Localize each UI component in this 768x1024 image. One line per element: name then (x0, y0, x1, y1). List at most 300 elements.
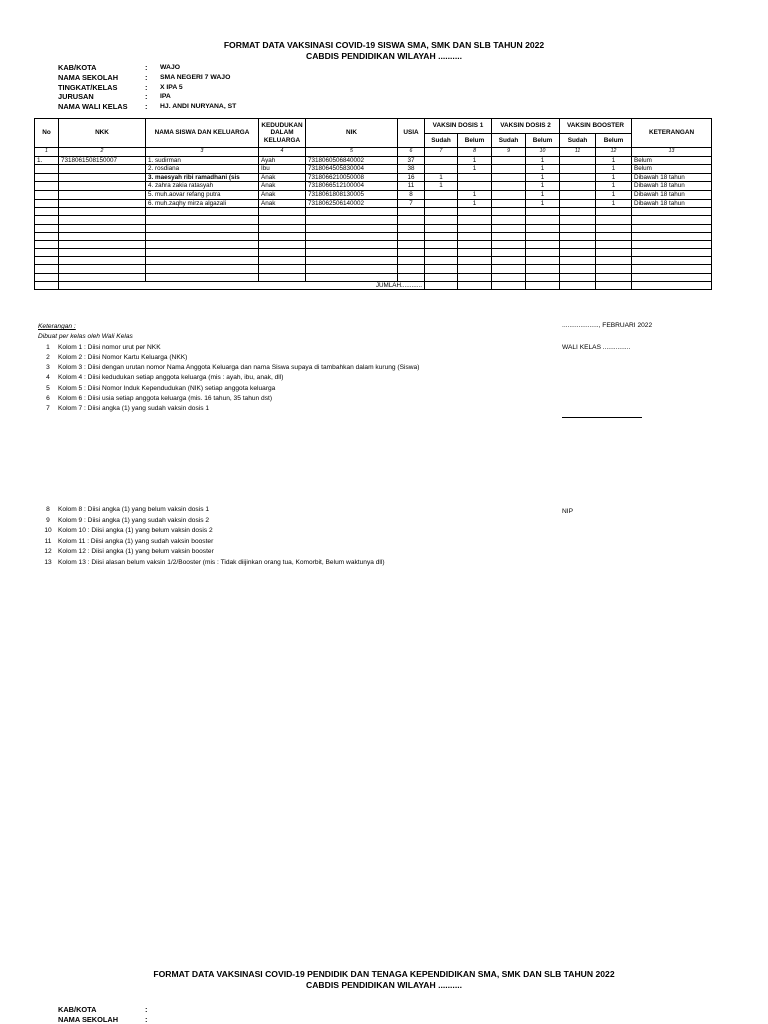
empty-cell (146, 232, 259, 240)
cell-nik: 7318060506840002 (306, 156, 398, 165)
column-number: 12 (596, 148, 632, 157)
cell-nkk (59, 165, 146, 174)
empty-cell (259, 265, 306, 273)
cell-nik: 7318066210050008 (306, 173, 398, 182)
keterangan-item (38, 363, 419, 373)
info-row (58, 1005, 160, 1015)
empty-cell (306, 240, 398, 248)
empty-cell (398, 273, 425, 281)
keterangan-item-text: Kolom 5 : Diisi Nomor Induk Kependudukan (NIK) setiap anggota keluarga (58, 384, 276, 392)
info-row (58, 102, 236, 112)
empty-cell (35, 257, 59, 265)
empty-row (35, 240, 712, 248)
info-row (58, 73, 236, 83)
cell-usia: 16 (398, 173, 425, 182)
empty-row (35, 232, 712, 240)
empty-cell (59, 249, 146, 257)
cell-d2s (492, 165, 526, 174)
empty-cell (596, 224, 632, 232)
keterangan-item (38, 526, 385, 537)
cell-bb: 1 (596, 165, 632, 174)
cell-d1s: 1 (425, 182, 458, 191)
empty-cell (59, 232, 146, 240)
cell-d1s (425, 199, 458, 208)
header-nama: NAMA SISWA DAN KELUARGA (146, 119, 259, 148)
cell-ket: Belum (632, 165, 712, 174)
cell-ket: Dibawah 18 tahun (632, 190, 712, 199)
keterangan-item (38, 537, 385, 548)
empty-cell (526, 249, 560, 257)
empty-cell (526, 281, 560, 290)
empty-cell (458, 224, 492, 232)
empty-cell (492, 232, 526, 240)
info-label: NAMA SEKOLAH (58, 1014, 119, 1024)
cell-bb: 1 (596, 199, 632, 208)
info-colon: : (145, 1014, 148, 1024)
empty-cell (596, 273, 632, 281)
cell-bs (560, 190, 596, 199)
empty-cell (632, 257, 712, 265)
keterangan-item-text: Kolom 10 : Diisi angka (1) yang belum vaksin dosis 2 (58, 527, 213, 535)
document-subtitle: CABDIS PENDIDIKAN WILAYAH .......... (306, 51, 462, 61)
empty-cell (596, 208, 632, 216)
empty-cell (458, 240, 492, 248)
info-colon: : (145, 63, 148, 72)
cell-nkk (59, 190, 146, 199)
cell-usia: 11 (398, 182, 425, 191)
header-sudah: Sudah (492, 134, 526, 148)
empty-cell (560, 240, 596, 248)
empty-cell (259, 249, 306, 257)
empty-cell (632, 232, 712, 240)
column-number: 6 (398, 148, 425, 157)
keterangan-item-number: 7 (46, 405, 50, 413)
empty-cell (560, 224, 596, 232)
cell-kedudukan: Ayah (259, 156, 306, 165)
empty-cell (492, 257, 526, 265)
cell-nama: 1. sudirman (146, 156, 259, 165)
empty-cell (632, 224, 712, 232)
empty-cell (492, 240, 526, 248)
empty-cell (458, 265, 492, 273)
empty-row (35, 249, 712, 257)
header-usia: USIA (398, 119, 425, 148)
empty-cell (425, 232, 458, 240)
empty-cell (458, 208, 492, 216)
header-no: No (35, 119, 59, 148)
cell-d1s (425, 165, 458, 174)
info-label: TINGKAT/KELAS (58, 82, 118, 92)
empty-cell (596, 216, 632, 224)
cell-usia: 8 (398, 190, 425, 199)
info-label: NAMA WALI KELAS (58, 102, 128, 112)
empty-row (35, 224, 712, 232)
empty-cell (632, 208, 712, 216)
empty-cell (560, 216, 596, 224)
empty-cell (560, 249, 596, 257)
vaccination-table (34, 118, 712, 290)
empty-cell (306, 257, 398, 265)
empty-cell (458, 249, 492, 257)
keterangan-item-text: Kolom 12 : Diisi angka (1) yang belum vaksin booster (58, 548, 214, 556)
empty-cell (146, 273, 259, 281)
empty-cell (458, 216, 492, 224)
keterangan-item (38, 558, 385, 569)
empty-cell (398, 232, 425, 240)
cell-nik: 7318062506140002 (306, 199, 398, 208)
cell-d2s (492, 156, 526, 165)
keterangan-item-text: Kolom 6 : Diisi usia setiap anggota keluarga (mis. 16 tahun, 35 tahun dst) (58, 395, 273, 403)
empty-row (35, 273, 712, 281)
cell-no (35, 165, 59, 174)
empty-cell (306, 232, 398, 240)
cell-d2s (492, 199, 526, 208)
cell-nkk: 7318061508150007 (59, 156, 146, 165)
info-row (58, 1015, 160, 1024)
column-number: 5 (306, 148, 398, 157)
empty-cell (425, 216, 458, 224)
cell-no (35, 190, 59, 199)
empty-cell (526, 257, 560, 265)
keterangan-item-number: 11 (44, 537, 52, 545)
keterangan-item-number: 5 (46, 384, 50, 392)
empty-cell (492, 265, 526, 273)
signature-line (562, 417, 642, 418)
header-keterangan: KETERANGAN (632, 119, 712, 148)
cell-d1b (458, 182, 492, 191)
empty-cell (596, 240, 632, 248)
empty-cell (59, 224, 146, 232)
empty-row (35, 265, 712, 273)
header-booster: VAKSIN BOOSTER (560, 119, 632, 134)
keterangan-item-text: Kolom 8 : Diisi angka (1) yang belum vaksin dosis 1 (58, 506, 209, 513)
column-number: 1 (35, 148, 59, 157)
keterangan-item-number: 1 (46, 343, 50, 351)
column-number-row (35, 148, 712, 157)
keterangan-item (38, 505, 385, 516)
keterangan-item (38, 353, 419, 363)
table-row (35, 190, 712, 199)
header-belum: Belum (596, 134, 632, 148)
table-row (35, 173, 712, 182)
column-number: 3 (146, 148, 259, 157)
empty-cell (425, 265, 458, 273)
cell-nik: 7318061808130005 (306, 190, 398, 199)
cell-d1b: 1 (458, 190, 492, 199)
empty-cell (146, 240, 259, 248)
cell-nama: 6. muh.zaqhy mirza algazali (146, 199, 259, 208)
empty-cell (492, 249, 526, 257)
column-number: 2 (59, 148, 146, 157)
empty-cell (596, 249, 632, 257)
keterangan-item-number: 2 (46, 353, 50, 361)
info-label: JURUSAN (58, 92, 94, 102)
empty-cell (259, 208, 306, 216)
empty-cell (146, 208, 259, 216)
keterangan-item-number: 8 (46, 506, 50, 513)
school-info (58, 63, 236, 112)
empty-cell (306, 208, 398, 216)
keterangan-item (38, 394, 419, 404)
cell-ket: Dibawah 18 tahun (632, 182, 712, 191)
empty-row (35, 216, 712, 224)
cell-d2s (492, 182, 526, 191)
header-dosis1: VAKSIN DOSIS 1 (425, 119, 492, 134)
cell-nama: 4. zahra zakia ratasyah (146, 182, 259, 191)
header-dosis2: VAKSIN DOSIS 2 (492, 119, 560, 134)
cell-nkk (59, 182, 146, 191)
empty-cell (398, 224, 425, 232)
keterangan-item (38, 343, 419, 353)
cell-kedudukan: Anak (259, 199, 306, 208)
empty-cell (35, 249, 59, 257)
info-label: KAB/KOTA (58, 1005, 97, 1014)
empty-cell (146, 216, 259, 224)
empty-cell (458, 232, 492, 240)
empty-cell (35, 232, 59, 240)
info-value: IPA (160, 93, 171, 101)
empty-cell (146, 265, 259, 273)
empty-cell (259, 240, 306, 248)
info-colon: : (145, 102, 148, 112)
empty-cell (425, 273, 458, 281)
info-value: SMA NEGERI 7 WAJO (160, 73, 231, 81)
cell-bb: 1 (596, 156, 632, 165)
cell-nkk (59, 199, 146, 208)
cell-d1b: 1 (458, 199, 492, 208)
keterangan-item (38, 384, 419, 394)
info-value: HJ. ANDI NURYANA, ST (160, 103, 237, 111)
info-colon: : (145, 92, 148, 102)
table-row (35, 165, 712, 174)
cell-nik: 7318064505830004 (306, 165, 398, 174)
empty-cell (560, 232, 596, 240)
cell-usia: 37 (398, 156, 425, 165)
empty-cell (526, 273, 560, 281)
empty-cell (306, 216, 398, 224)
second-document-title: FORMAT DATA VAKSINASI COVID-19 PENDIDIK DAN TENAGA KEPENDIDIKAN SMA, SMK DAN SLB TAHUN 2022 (153, 969, 615, 979)
empty-cell (492, 208, 526, 216)
cell-no (35, 173, 59, 182)
empty-cell (425, 249, 458, 257)
keterangan-notes-continued (38, 505, 385, 569)
signature-wali-kelas: WALI KELAS ............... (562, 344, 631, 351)
empty-cell (259, 216, 306, 224)
empty-cell (398, 265, 425, 273)
keterangan-item-number: 4 (46, 374, 50, 382)
header-belum: Belum (458, 134, 492, 148)
cell-usia: 7 (398, 199, 425, 208)
column-number: 4 (259, 148, 306, 157)
empty-cell (632, 273, 712, 281)
empty-cell (425, 257, 458, 265)
keterangan-item-text: Kolom 1 : Diisi nomor urut per NKK (58, 343, 161, 351)
empty-cell (35, 208, 59, 216)
keterangan-item-text: Kolom 2 : Diisi Nomor Kartu Keluarga (NKK) (58, 353, 188, 361)
empty-cell (259, 232, 306, 240)
keterangan-item-number: 3 (46, 364, 50, 372)
empty-cell (306, 273, 398, 281)
empty-cell (59, 208, 146, 216)
empty-cell (560, 273, 596, 281)
cell-nkk (59, 173, 146, 182)
cell-kedudukan: Anak (259, 182, 306, 191)
empty-cell (425, 240, 458, 248)
keterangan-item-number: 10 (44, 527, 52, 535)
empty-cell (35, 224, 59, 232)
cell-no (35, 199, 59, 208)
empty-cell (596, 232, 632, 240)
cell-bb: 1 (596, 190, 632, 199)
cell-d1b: 1 (458, 165, 492, 174)
empty-cell (146, 249, 259, 257)
column-number: 13 (632, 148, 712, 157)
keterangan-item-number: 13 (44, 558, 52, 566)
info-colon: : (145, 1005, 148, 1014)
empty-cell (596, 257, 632, 265)
signature-date: ...................., FEBRUARI 2022 (562, 322, 653, 329)
cell-kedudukan: Anak (259, 190, 306, 199)
empty-cell (560, 257, 596, 265)
cell-ket: Dibawah 18 tahun (632, 173, 712, 182)
signature-nip: NIP (562, 508, 573, 515)
keterangan-item-text: Kolom 3 : Diisi dengan urutan nomor Nama Anggota Keluarga dan nama Siswa supaya di tambahkan dalam kurung (Siswa) (58, 364, 420, 372)
jumlah-row (35, 281, 712, 290)
empty-cell (492, 273, 526, 281)
cell-d1s: 1 (425, 173, 458, 182)
cell-bs (560, 156, 596, 165)
empty-cell (526, 265, 560, 273)
empty-cell (526, 240, 560, 248)
cell-d2b: 1 (526, 173, 560, 182)
empty-cell (398, 208, 425, 216)
cell-ket: Belum (632, 156, 712, 165)
cell-d2s (492, 173, 526, 182)
empty-cell (59, 257, 146, 265)
cell-nama: 3. maesyah ribi ramadhani (sis (146, 173, 259, 182)
empty-cell (35, 265, 59, 273)
empty-cell (425, 224, 458, 232)
empty-cell (560, 281, 596, 290)
empty-cell (35, 273, 59, 281)
cell-d1s (425, 190, 458, 199)
header-sudah: Sudah (425, 134, 458, 148)
empty-cell (259, 257, 306, 265)
cell-nama: 2. rosdiana (146, 165, 259, 174)
document-title: FORMAT DATA VAKSINASI COVID-19 SISWA SMA, SMK DAN SLB TAHUN 2022 (223, 40, 545, 50)
cell-d2b: 1 (526, 182, 560, 191)
cell-kedudukan: Ibu (259, 165, 306, 174)
info-value: WAJO (160, 64, 181, 71)
empty-cell (259, 224, 306, 232)
empty-cell (526, 216, 560, 224)
empty-cell (632, 216, 712, 224)
cell-d2b: 1 (526, 199, 560, 208)
empty-row (35, 257, 712, 265)
cell-bs (560, 173, 596, 182)
empty-cell (398, 249, 425, 257)
empty-cell (492, 216, 526, 224)
keterangan-item-number: 6 (46, 395, 50, 403)
cell-d2s (492, 190, 526, 199)
header-belum: Belum (526, 134, 560, 148)
keterangan-subheading: Dibuat per kelas oleh Wali Kelas (38, 333, 133, 341)
column-number: 8 (458, 148, 492, 157)
info-value: X IPA 5 (160, 83, 183, 91)
keterangan-item-text: Kolom 13 : Diisi alasan belum vaksin 1/2/Booster (mis : Tidak diijinkan orang tua, Komorbit, Belum waktunya dll) (58, 558, 385, 566)
second-school-info (58, 1005, 160, 1024)
empty-cell (35, 240, 59, 248)
empty-cell (146, 224, 259, 232)
empty-cell (596, 281, 632, 290)
cell-ket: Dibawah 18 tahun (632, 199, 712, 208)
cell-no (35, 182, 59, 191)
header-nik: NIK (306, 119, 398, 148)
keterangan-item (38, 547, 385, 558)
cell-d2b: 1 (526, 190, 560, 199)
empty-cell (146, 257, 259, 265)
cell-d1b: 1 (458, 156, 492, 165)
empty-cell (398, 216, 425, 224)
empty-cell (458, 273, 492, 281)
keterangan-item-text: Kolom 9 : Diisi angka (1) yang sudah vaksin dosis 2 (58, 516, 209, 524)
empty-cell (632, 240, 712, 248)
column-number: 9 (492, 148, 526, 157)
empty-cell (398, 240, 425, 248)
empty-cell (259, 273, 306, 281)
info-row (58, 63, 236, 73)
column-number: 7 (425, 148, 458, 157)
cell-d2b: 1 (526, 156, 560, 165)
empty-cell (526, 208, 560, 216)
jumlah-label: JUMLAH............ (59, 281, 425, 290)
keterangan-item-text: Kolom 7 : Diisi angka (1) yang sudah vaksin dosis 1 (58, 405, 209, 413)
header-kedudukan: KEDUDUKAN DALAM KELUARGA (259, 119, 306, 148)
cell-d2b: 1 (526, 165, 560, 174)
empty-cell (425, 208, 458, 216)
keterangan-item (38, 404, 419, 414)
empty-cell (306, 224, 398, 232)
cell-bb: 1 (596, 173, 632, 182)
empty-cell (59, 273, 146, 281)
empty-cell (492, 281, 526, 290)
cell-no: 1. (35, 156, 59, 165)
empty-cell (59, 216, 146, 224)
table-row (35, 199, 712, 208)
info-colon: : (145, 82, 148, 92)
cell-bs (560, 199, 596, 208)
cell-bs (560, 182, 596, 191)
keterangan-item-number: 12 (44, 548, 52, 556)
empty-cell (398, 257, 425, 265)
cell-d1s (425, 156, 458, 165)
empty-cell (632, 265, 712, 273)
empty-cell (596, 265, 632, 273)
info-colon: : (145, 72, 148, 82)
keterangan-item-text: Kolom 4 : Diisi kedudukan setiap anggota keluarga (mis : ayah, ibu, anak, dll) (58, 374, 284, 382)
keterangan-notes (38, 322, 419, 415)
column-number: 10 (526, 148, 560, 157)
empty-cell (35, 281, 59, 290)
empty-cell (425, 281, 458, 290)
empty-cell (306, 265, 398, 273)
cell-bs (560, 165, 596, 174)
empty-cell (35, 216, 59, 224)
empty-cell (458, 257, 492, 265)
cell-nik: 7318066512100004 (306, 182, 398, 191)
header-sudah: Sudah (560, 134, 596, 148)
empty-cell (492, 224, 526, 232)
